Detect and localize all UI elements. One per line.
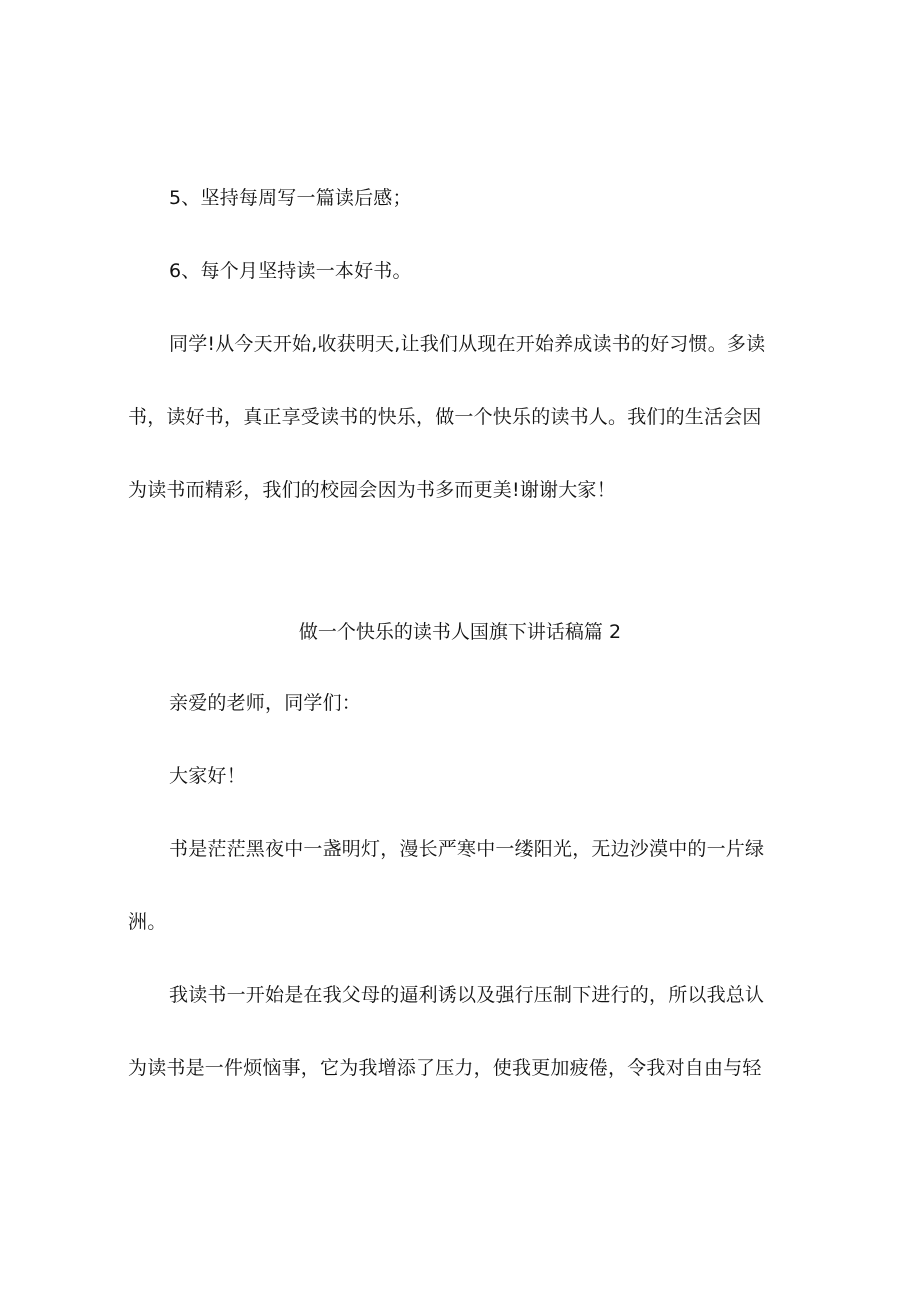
paragraph-1-line-1: 书是茫茫黑夜中一盏明灯，漫长严寒中一缕阳光，无边沙漠中的一片绿 [169, 838, 765, 860]
list-item-5: 5、坚持每周写一篇读后感； [169, 187, 412, 209]
paragraph-1-line-2: 洲。 [128, 911, 167, 933]
paragraph-2-line-2: 为读书是一件烦恼事，它为我增添了压力，使我更加疲倦，令我对自由与轻 [128, 1057, 762, 1079]
salutation: 亲爱的老师，同学们： [169, 692, 362, 714]
closing-paragraph-line-1: 同学!从今天开始,收获明天,让我们从现在开始养成读书的好习惯。多读 [169, 333, 766, 355]
closing-paragraph-line-3: 为读书而精彩，我们的校园会因为书多而更美!谢谢大家！ [128, 479, 616, 501]
paragraph-2-line-1: 我读书一开始是在我父母的逼利诱以及强行压制下进行的，所以我总认 [169, 984, 765, 1006]
closing-paragraph-line-2: 书，读好书，真正享受读书的快乐，做一个快乐的读书人。我们的生活会因 [128, 406, 762, 428]
section-title: 做一个快乐的读书人国旗下讲话稿篇 2 [298, 621, 622, 643]
greeting: 大家好！ [169, 765, 246, 787]
list-item-6: 6、每个月坚持读一本好书。 [169, 260, 412, 282]
